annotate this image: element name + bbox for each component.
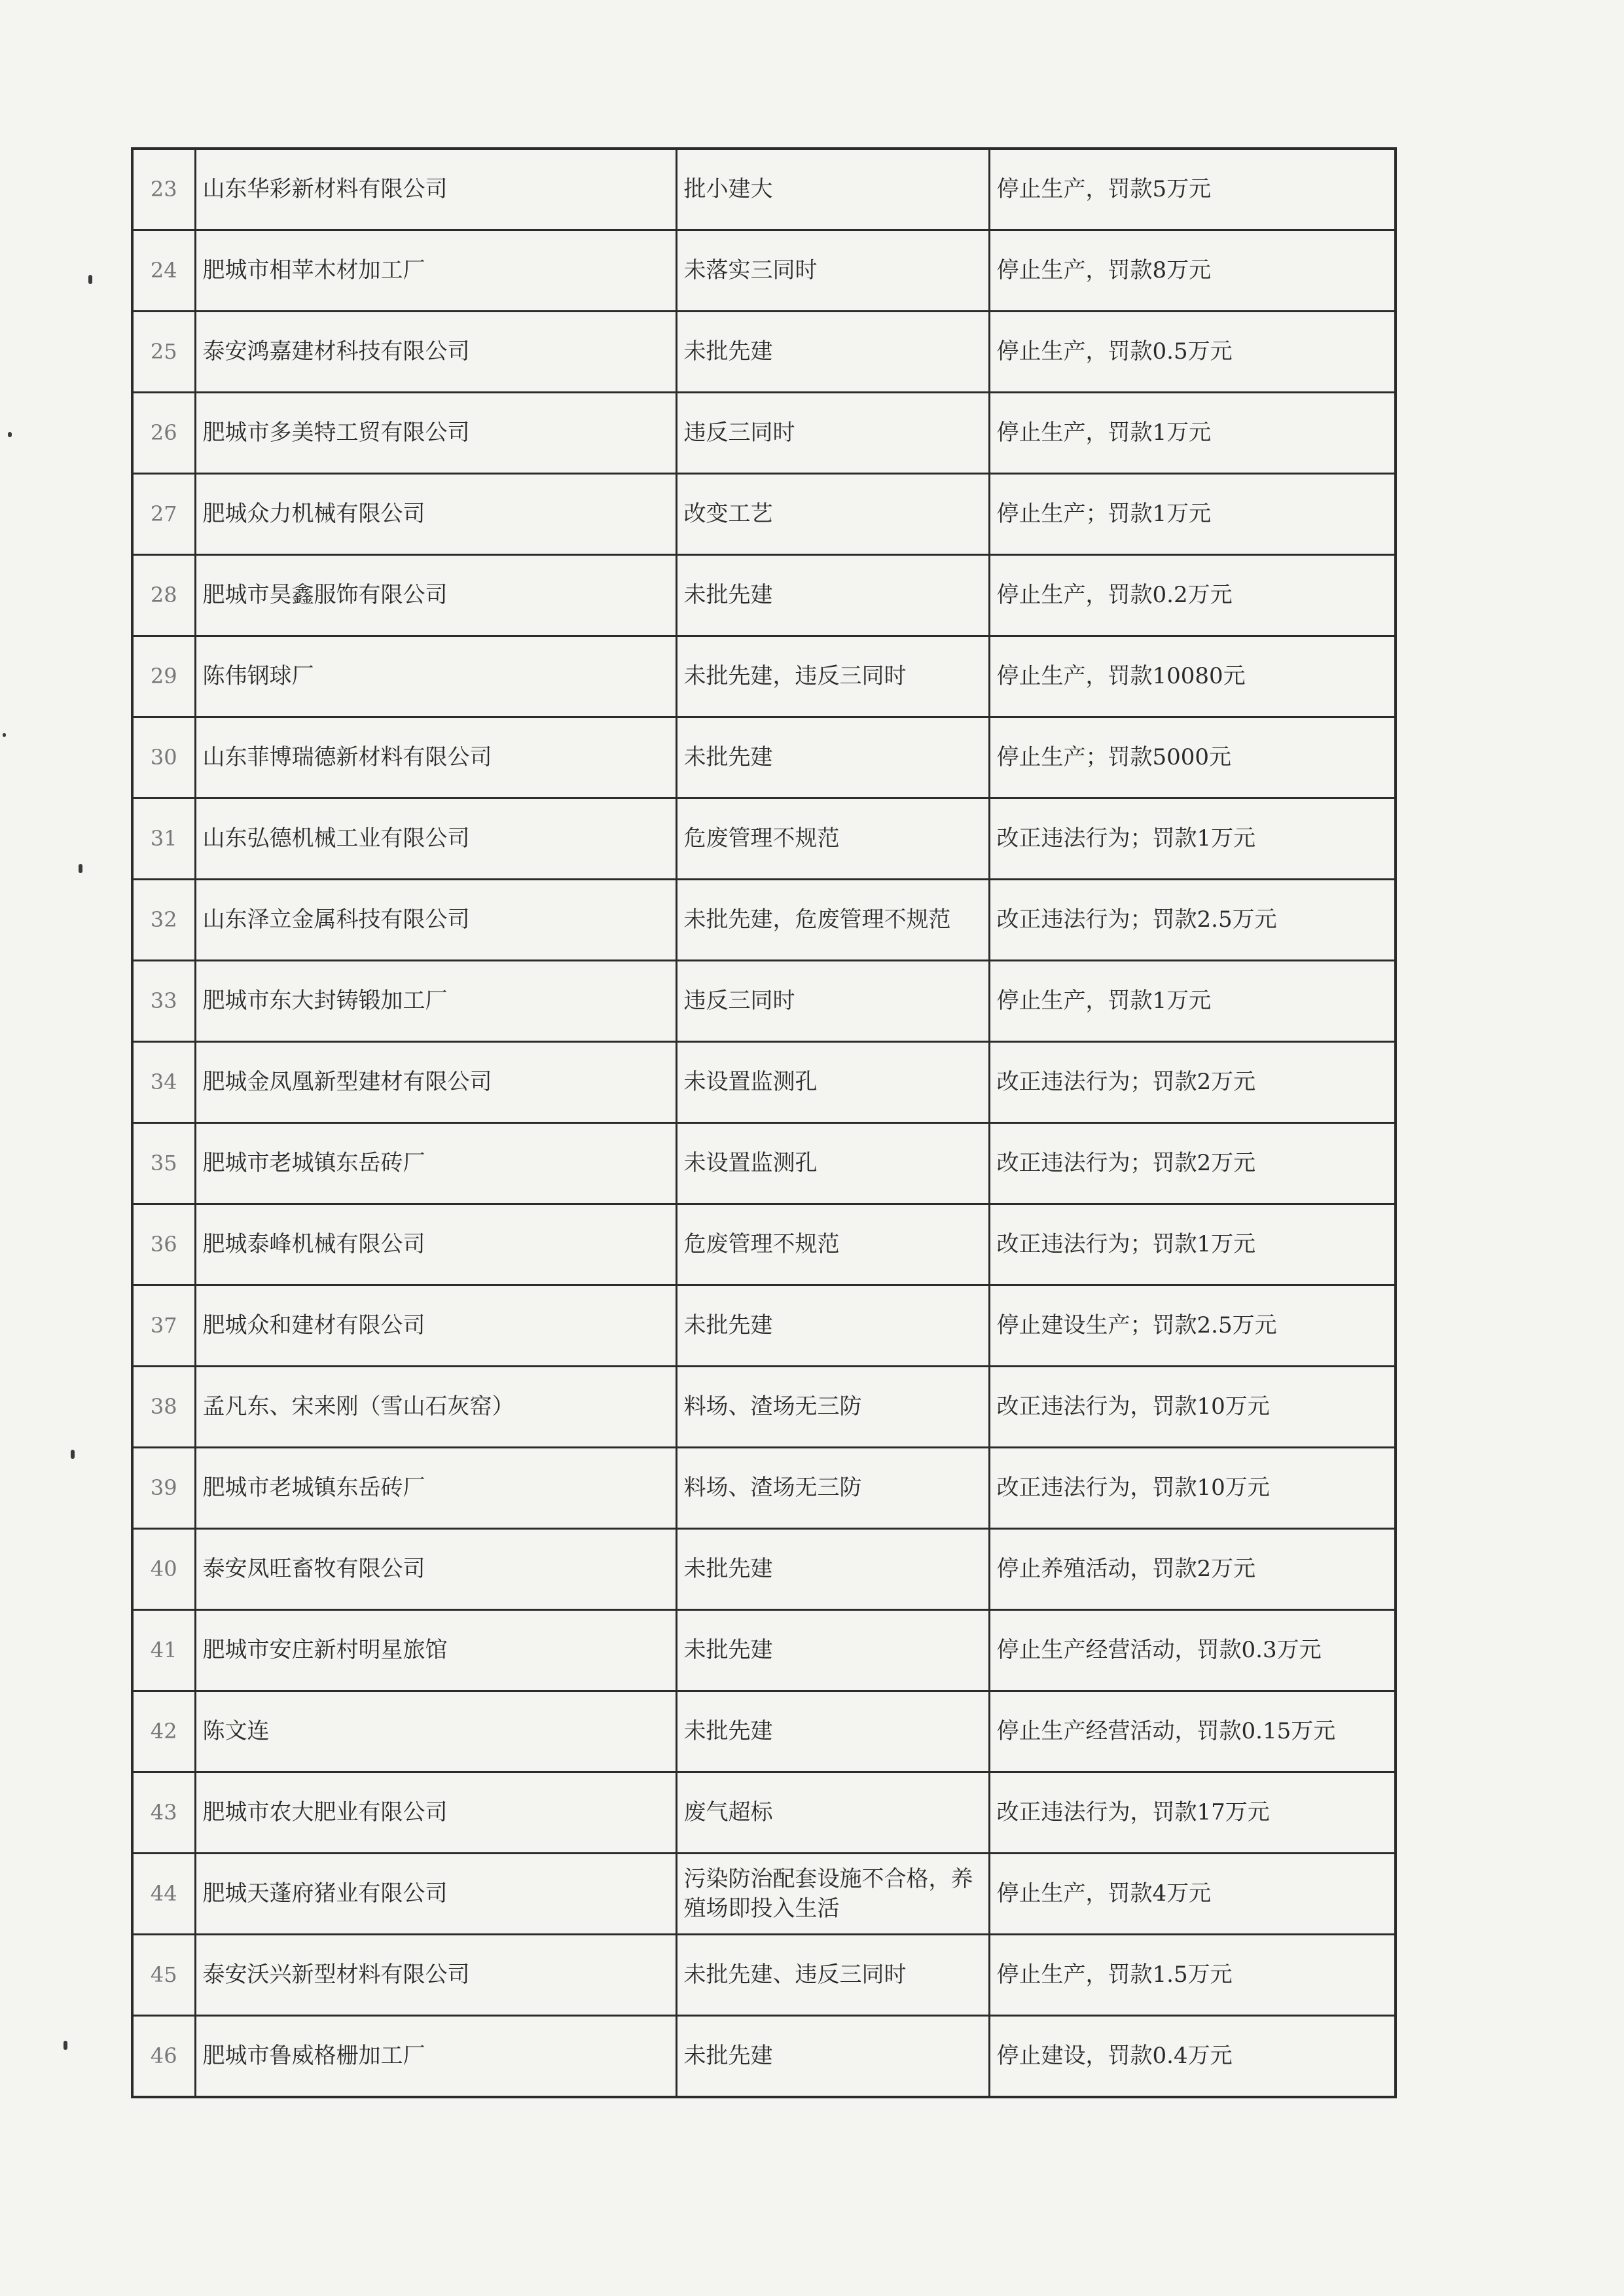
table-row [132,1691,1396,1772]
company-name: 肥城市相苹木材加工厂 [195,230,676,312]
company-name: 山东弘德机械工业有限公司 [195,798,676,880]
penalty-decision: 停止生产，罚款0.2万元 [989,555,1396,636]
table-row [132,1123,1396,1204]
company-name: 肥城市多美特工贸有限公司 [195,393,676,474]
row-number: 35 [132,1123,195,1204]
violation-type: 未批先建 [676,2016,989,2098]
table-body [132,149,1396,2097]
row-number: 42 [132,1691,195,1772]
scan-speck [79,864,82,873]
violation-type: 未批先建 [676,555,989,636]
penalty-decision: 停止生产，罚款4万元 [989,1854,1396,1935]
company-name: 泰安鸿嘉建材科技有限公司 [195,312,676,393]
company-name: 肥城市农大肥业有限公司 [195,1772,676,1854]
penalty-decision: 停止生产，罚款1万元 [989,393,1396,474]
violation-type: 未设置监测孔 [676,1042,989,1123]
violation-type: 废气超标 [676,1772,989,1854]
company-name: 肥城市安庄新村明星旅馆 [195,1610,676,1691]
penalty-decision: 停止生产，罚款10080元 [989,636,1396,717]
row-number: 40 [132,1529,195,1610]
penalty-decision: 停止生产，罚款1.5万元 [989,1935,1396,2016]
row-number: 33 [132,961,195,1042]
violation-type: 未批先建 [676,1529,989,1610]
table-row [132,798,1396,880]
penalty-decision: 停止生产；罚款1万元 [989,474,1396,555]
violation-type: 未批先建，危废管理不规范 [676,880,989,961]
row-number: 36 [132,1204,195,1285]
company-name: 肥城市老城镇东岳砖厂 [195,1123,676,1204]
company-name: 陈伟钢球厂 [195,636,676,717]
row-number: 43 [132,1772,195,1854]
company-name: 山东泽立金属科技有限公司 [195,880,676,961]
row-number: 27 [132,474,195,555]
violation-type: 污染防治配套设施不合格，养殖场即投入生活 [676,1854,989,1935]
table-row [132,1285,1396,1367]
company-name: 泰安凤旺畜牧有限公司 [195,1529,676,1610]
company-name: 泰安沃兴新型材料有限公司 [195,1935,676,2016]
table-row [132,1204,1396,1285]
row-number: 30 [132,717,195,798]
penalty-decision: 改正违法行为；罚款2.5万元 [989,880,1396,961]
table-row [132,1854,1396,1935]
violation-type: 违反三同时 [676,961,989,1042]
violation-type: 未批先建、违反三同时 [676,1935,989,2016]
row-number: 38 [132,1367,195,1448]
violation-type: 未落实三同时 [676,230,989,312]
row-number: 39 [132,1448,195,1529]
table-row [132,474,1396,555]
table-row [132,393,1396,474]
penalty-decision: 改正违法行为；罚款2万元 [989,1123,1396,1204]
table-row [132,961,1396,1042]
penalty-decision: 改正违法行为，罚款10万元 [989,1448,1396,1529]
penalty-decision: 停止生产，罚款1万元 [989,961,1396,1042]
penalty-decision: 改正违法行为，罚款17万元 [989,1772,1396,1854]
violation-type: 料场、渣场无三防 [676,1367,989,1448]
company-name: 肥城众力机械有限公司 [195,474,676,555]
penalty-decision: 停止生产，罚款0.5万元 [989,312,1396,393]
violation-type: 料场、渣场无三防 [676,1448,989,1529]
table-row [132,880,1396,961]
table-row [132,555,1396,636]
penalty-decision: 停止建设，罚款0.4万元 [989,2016,1396,2098]
company-name: 孟凡东、宋来刚（雪山石灰窑） [195,1367,676,1448]
table-row [132,636,1396,717]
row-number: 45 [132,1935,195,2016]
violation-type: 未批先建 [676,717,989,798]
company-name: 肥城泰峰机械有限公司 [195,1204,676,1285]
row-number: 44 [132,1854,195,1935]
table-row [132,1529,1396,1610]
company-name: 肥城市东大封铸锻加工厂 [195,961,676,1042]
row-number: 25 [132,312,195,393]
violation-type: 危废管理不规范 [676,1204,989,1285]
company-name: 肥城市鲁威格栅加工厂 [195,2016,676,2098]
company-name: 肥城市昊鑫服饰有限公司 [195,555,676,636]
company-name: 山东华彩新材料有限公司 [195,149,676,230]
penalty-decision: 改正违法行为；罚款2万元 [989,1042,1396,1123]
violation-type: 未设置监测孔 [676,1123,989,1204]
violation-type: 未批先建，违反三同时 [676,636,989,717]
violation-type: 改变工艺 [676,474,989,555]
penalty-decision: 改正违法行为；罚款1万元 [989,798,1396,880]
penalty-decision: 停止养殖活动，罚款2万元 [989,1529,1396,1610]
penalty-decision: 停止生产，罚款5万元 [989,149,1396,230]
table-row [132,1935,1396,2016]
row-number: 23 [132,149,195,230]
penalty-decision: 停止生产，罚款8万元 [989,230,1396,312]
company-name: 肥城金凤凰新型建材有限公司 [195,1042,676,1123]
table-row [132,230,1396,312]
table-row [132,1610,1396,1691]
row-number: 34 [132,1042,195,1123]
penalty-decision: 停止生产经营活动，罚款0.3万元 [989,1610,1396,1691]
row-number: 31 [132,798,195,880]
table-row [132,1367,1396,1448]
scan-speck [71,1450,75,1459]
violation-type: 未批先建 [676,312,989,393]
table-row [132,149,1396,230]
violation-type: 未批先建 [676,1285,989,1367]
row-number: 28 [132,555,195,636]
penalty-decision: 停止生产；罚款5000元 [989,717,1396,798]
row-number: 46 [132,2016,195,2098]
violation-type: 未批先建 [676,1610,989,1691]
table-row [132,717,1396,798]
violation-type: 违反三同时 [676,393,989,474]
scan-speck [3,733,6,737]
row-number: 37 [132,1285,195,1367]
table-row [132,1042,1396,1123]
penalty-decision: 停止建设生产；罚款2.5万元 [989,1285,1396,1367]
row-number: 41 [132,1610,195,1691]
penalty-decision: 改正违法行为；罚款1万元 [989,1204,1396,1285]
scan-speck [63,2041,67,2050]
row-number: 29 [132,636,195,717]
company-name: 肥城天蓬府猪业有限公司 [195,1854,676,1935]
violation-type: 未批先建 [676,1691,989,1772]
penalty-decision: 改正违法行为，罚款10万元 [989,1367,1396,1448]
company-name: 肥城众和建材有限公司 [195,1285,676,1367]
table-row [132,312,1396,393]
penalty-decision: 停止生产经营活动，罚款0.15万元 [989,1691,1396,1772]
row-number: 24 [132,230,195,312]
table-row [132,2016,1396,2098]
penalty-table [131,147,1397,2098]
violation-type: 危废管理不规范 [676,798,989,880]
table-row [132,1448,1396,1529]
row-number: 26 [132,393,195,474]
company-name: 肥城市老城镇东岳砖厂 [195,1448,676,1529]
scan-speck [8,432,12,437]
table-row [132,1772,1396,1854]
company-name: 山东菲博瑞德新材料有限公司 [195,717,676,798]
row-number: 32 [132,880,195,961]
company-name: 陈文连 [195,1691,676,1772]
violation-type: 批小建大 [676,149,989,230]
scan-speck [88,275,92,284]
